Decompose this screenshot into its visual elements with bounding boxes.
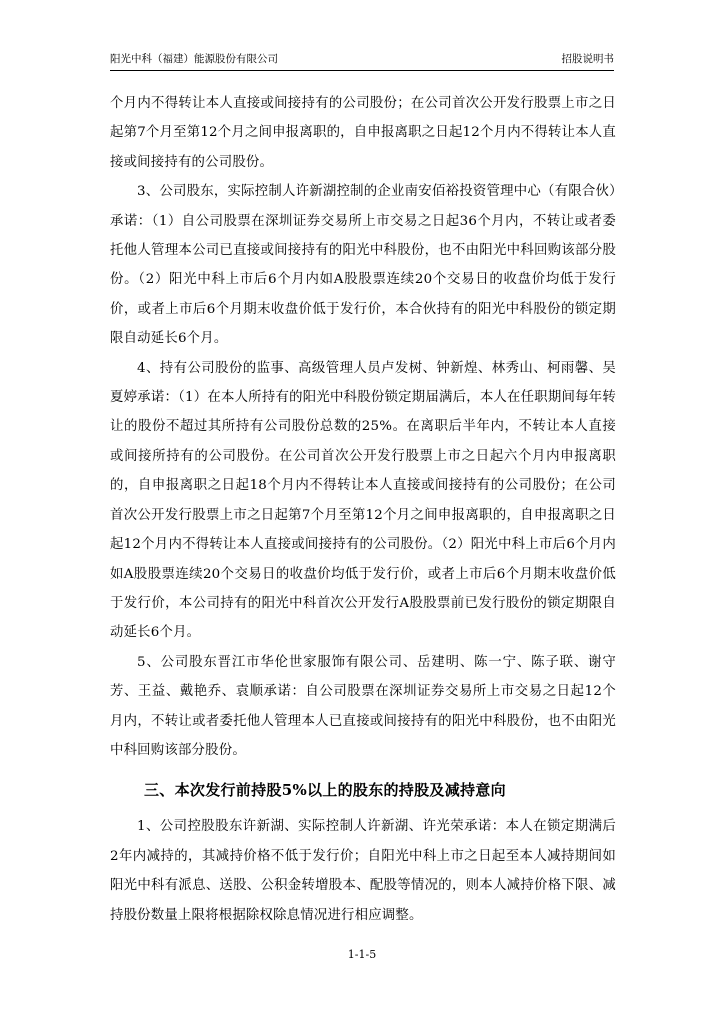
page-header	[110, 52, 614, 71]
paragraph-continuation: 个月内不得转让本人直接或间接持有的公司股份；在公司首次公开发行股票上市之日起第7个月至第12个月之间申报离职的，自申报离职之日起12个月内不得转让本人直接或间接持有的公司股份。	[110, 96, 616, 170]
page-number: 1-1-5	[347, 948, 377, 961]
paragraph-commitment-4: 4、持有公司股份的监事、高级管理人员卢发树、钟新煌、林秀山、柯雨馨、吴夏婷承诺：（1）在本人所持有的阳光中科股份锁定期届满后，本人在任职期间每年转让的股份不超过其所持有公司股份总数的25%。在离职后半年内，不转让本人直接或间接所持有的公司股份。在公司首次公开发行股票上市之日起六个月内申报离职的，自申报离职之日起18个月内不得转让本人直接或间接持有的公司股份；在公司首次公开发行股票上市之日起第7个月至第12个月之间申报离职的，自申报离职之日起12个月内不得转让本人直接或间接持有的公司股份。（2）阳光中科上市后6个月内如A股股票连续20个交易日的收盘价均低于发行价，或者上市后6个月期末收盘价低于发行价，本公司持有的阳光中科首次公开发行A股股票前已发行股份的锁定期限自动延长6个月。	[110, 360, 616, 641]
paragraph-commitment-3: 3、公司股东，实际控制人许新湖控制的企业南安佰裕投资管理中心（有限合伙）承诺：（1）自公司股票在深圳证券交易所上市交易之日起36个月内，不转让或者委托他人管理本公司已直接或间接持有的阳光中科股份，也不由阳光中科回购该部分股份。（2）阳光中科上市后6个月内如A股股票连续20个交易日的收盘价均低于发行价，或者上市后6个月期末收盘价低于发行价，本合伙持有的阳光中科股份的锁定期限自动延长6个月。	[110, 184, 616, 347]
section-heading: 三、本次发行前持股5%以上的股东的持股及减持意向	[144, 781, 506, 800]
paragraph-commitment-5: 5、公司股东晋江市华伦世家服饰有限公司、岳建明、陈一宁、陈子联、谢守芳、王益、戴艳乔、袁顺承诺：自公司股票在深圳证券交易所上市交易之日起12个月内，不转让或者委托他人管理本人已直接或间接持有的阳光中科股份，也不由阳光中科回购该部分股份。	[110, 654, 616, 758]
page-body	[110, 89, 616, 930]
paragraph-reduction-intent-1: 1、公司控股股东许新湖、实际控制人许新湖、许光荣承诺：本人在锁定期满后2年内减持的，其减持价格不低于发行价；自阳光中科上市之日起至本人减持期间如阳光中科有派息、送股、公积金转增股本、配股等情况的，则本人减持价格下限、减持股份数量上限将根据除权除息情况进行相应调整。	[110, 819, 616, 923]
header-document-type: 招股说明书	[561, 53, 614, 65]
header-company-name: 阳光中科（福建）能源股份有限公司	[110, 53, 278, 65]
